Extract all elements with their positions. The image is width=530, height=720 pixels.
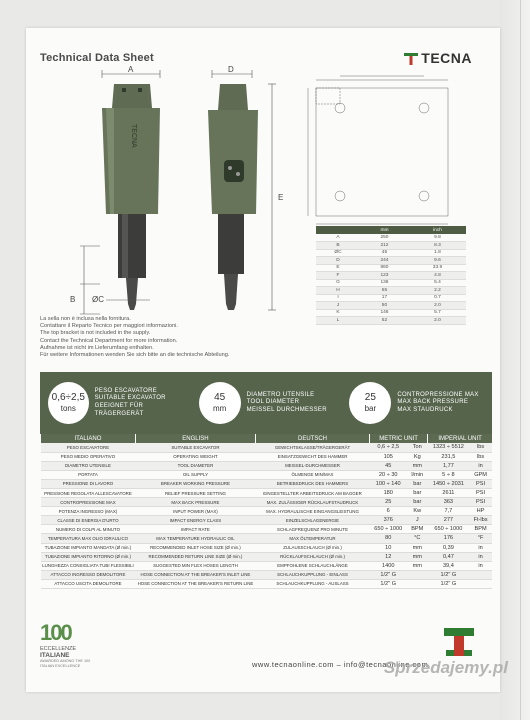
spec-cell: EMPFOHLENE SCHLAUCHLÄNGE [255, 561, 369, 570]
feature-line: MEISSEL DURCHMESSER [246, 406, 327, 413]
spec-cell: ATTACCO USCITA DEMOLITORE [41, 579, 136, 588]
spec-cell: mm [407, 561, 428, 570]
dims-cell: 33.9 [409, 264, 466, 272]
dims-cell: F [316, 272, 360, 280]
spec-cell: 25 [370, 498, 407, 507]
spec-row [41, 498, 493, 507]
badge-line3: AWARDED AMONG THE 100 ITALIAN EXCELLENCE [40, 659, 91, 668]
spec-cell: EINGESTELLTER ARBEITSDRUCK AM BAGGER [255, 488, 369, 497]
dims-cell: E [316, 264, 360, 272]
feature-line: DIAMETRO UTENSILE [246, 391, 315, 398]
spec-cell: HOSE CONNECTION AT THE BREAKER'S RETURN LINE [135, 579, 255, 588]
feature-line: PESO ESCAVATORE [94, 387, 158, 394]
spec-cell: 1/2" G [370, 579, 407, 588]
spec-cell: PRESSIONE REGOLATA ALLESCAVATORE [41, 488, 136, 497]
logo-text: TECNA [421, 50, 472, 66]
spec-cell: PORTATA [41, 470, 136, 479]
spec-header-english: ENGLISH [135, 434, 255, 443]
feature-unit: bar [364, 404, 377, 413]
dims-cell: 4.8 [409, 272, 466, 280]
spec-row [41, 488, 493, 497]
dims-cell: L [316, 317, 360, 325]
spec-cell: 10 [370, 543, 407, 552]
spec-cell: 1/2" G [370, 570, 407, 579]
spec-row [41, 534, 493, 543]
spec-header-german: DEUTSCH [255, 434, 369, 443]
dims-cell: D [316, 257, 360, 265]
dims-cell: 55 [360, 287, 409, 295]
badge-number: 100 [40, 620, 71, 645]
dim-label-e: E [278, 193, 284, 202]
spec-cell: RELIEF PRESSURE SETTING [135, 488, 255, 497]
spec-cell: TEMPERATURA MAX OLIO IDRAULICO [41, 534, 136, 543]
spec-cell: J [407, 516, 428, 525]
feature-value: 45 [214, 392, 226, 403]
spec-cell: 45 [370, 461, 407, 470]
spec-row [41, 543, 493, 552]
spec-cell: LUNGHEZZA CONSIGLIATA TUBI FLESSIBILI [41, 561, 136, 570]
feature-back-pressure [341, 382, 492, 424]
feature-tool-diameter [191, 382, 342, 424]
dims-cell: ØC [316, 249, 360, 257]
note-line: Für weitere Informationen wenden Sie sich bitte an die technische Abteilung. [40, 352, 230, 359]
spec-cell: 7,7 [428, 507, 469, 516]
spec-cell: BETRIEBSDRUCK DES HAMMERS [255, 479, 369, 488]
tecna-emblem-icon [442, 624, 476, 658]
feature-circle [48, 382, 89, 424]
dims-cell: 2.2 [409, 287, 466, 295]
spec-row [41, 461, 493, 470]
spec-cell: PRESSIONE DI LAVORO [41, 479, 136, 488]
spec-cell: in [469, 543, 492, 552]
dims-cell: K [316, 309, 360, 317]
feature-banner [40, 372, 492, 434]
spec-cell: HOSE CONNECTION AT THE BREAKER'S INLET LINE [135, 570, 255, 579]
spec-cell: 277 [428, 516, 469, 525]
spec-cell: bar [407, 488, 428, 497]
spec-row [41, 452, 493, 461]
spec-cell: SUITABLE EXCAVATOR [135, 443, 255, 452]
spec-cell: GPM [469, 470, 492, 479]
spec-cell: °F [469, 534, 492, 543]
right-edge-strip [500, 0, 530, 720]
spec-cell: 5 ÷ 8 [428, 470, 469, 479]
spec-cell: 176 [428, 534, 469, 543]
dim-label-a: A [128, 65, 134, 74]
spec-cell: mm [407, 552, 428, 561]
feature-unit: mm [213, 404, 227, 413]
spec-cell: TUBAZIONE IMPIANTO MANDATA (Ø min.) [41, 543, 136, 552]
spec-cell: MAX. HYDRAULISCHE EINGANGSLEISTUNG [255, 507, 369, 516]
spec-cell: lbs [469, 443, 492, 452]
dims-header-inch: inch [409, 226, 466, 234]
note-line: The top bracket is not included in the supply. [40, 330, 151, 337]
spec-cell: 376 [370, 516, 407, 525]
spec-cell: MAX BACK PRESSURE [135, 498, 255, 507]
dim-label-b: B [70, 295, 76, 304]
spec-cell: MEISSEL-DURCHMESSER [255, 461, 369, 470]
dims-cell: 136 [360, 279, 409, 287]
data-sheet-page [26, 28, 500, 692]
spec-cell: CLASSE DI ENERGIA D'URTO [41, 516, 136, 525]
feature-circle [199, 382, 241, 424]
spec-cell: OPERATING WEIGHT [135, 452, 255, 461]
feature-value: 0,6÷2,5 [51, 392, 85, 403]
dims-cell: 5.7 [409, 309, 466, 317]
spec-cell: Ft-lbs [469, 516, 492, 525]
dims-row [316, 279, 466, 287]
spec-cell: ZULAUSSCHLAUCH (Ø min.) [255, 543, 369, 552]
spec-cell: ÖLMENGE MIN/MAX [255, 470, 369, 479]
spec-cell: SUGGESTED MIN FLEX HOSES LENGTH [135, 561, 255, 570]
spec-cell: 363 [428, 498, 469, 507]
dims-cell: A [316, 234, 360, 242]
tecna-logo-icon [404, 52, 418, 64]
dims-row [316, 264, 466, 272]
dims-cell: 9.6 [409, 257, 466, 265]
feature-line: MAX STAUDRUCK [397, 406, 453, 413]
feature-unit: tons [60, 404, 76, 413]
spec-cell: PSI [469, 498, 492, 507]
spec-cell: lbs [469, 452, 492, 461]
feature-value: 25 [364, 392, 376, 403]
spec-header-imperial: IMPERIAL UNIT [428, 434, 492, 443]
spec-cell: TOOL DIAMETER [135, 461, 255, 470]
spec-cell: 6 [370, 507, 407, 516]
dims-cell: 123 [360, 272, 409, 280]
spec-cell: Kw [407, 507, 428, 516]
dims-row [316, 257, 466, 265]
dims-cell: 50 [360, 302, 409, 310]
spec-cell: 231,5 [428, 452, 469, 461]
spec-cell [469, 570, 492, 579]
specifications-table [40, 434, 492, 589]
spec-cell: Ton [407, 443, 428, 452]
spec-cell: in [469, 561, 492, 570]
spec-row [41, 470, 493, 479]
spec-cell: 20 ÷ 30 [370, 470, 407, 479]
spec-cell: HP [469, 507, 492, 516]
dims-cell: H [316, 287, 360, 295]
spec-cell: 1323 ÷ 5512 [428, 443, 469, 452]
dims-cell: 250 [360, 234, 409, 242]
spec-cell [469, 579, 492, 588]
spec-row [41, 552, 493, 561]
dims-cell: J [316, 302, 360, 310]
dims-header-label [316, 226, 360, 234]
dims-cell: 45 [360, 249, 409, 257]
spec-row [41, 479, 493, 488]
spec-cell: bar [407, 479, 428, 488]
dims-row [316, 317, 466, 325]
dims-cell: 146 [360, 309, 409, 317]
spec-cell: TUBAZIONE IMPIANTO RITORNO (Ø min.) [41, 552, 136, 561]
spec-row [41, 579, 493, 588]
footer-contact[interactable]: www.tecnaonline.com – info@tecnaonline.com [252, 660, 429, 669]
supply-notes [40, 316, 229, 359]
breaker-front-view [80, 70, 160, 314]
dims-cell: 9.8 [409, 234, 466, 242]
spec-cell: 650 ÷ 1000 [428, 525, 469, 534]
spec-cell: Kg [407, 452, 428, 461]
spec-cell: 0,47 [428, 552, 469, 561]
spec-row [41, 561, 493, 570]
spec-cell: EINSATZGEWICHT DES HAMMER [255, 452, 369, 461]
spec-cell: MAX TEMPERATURE HYDRAULIC OIL [135, 534, 255, 543]
badge-line1: ECCELLENZE [40, 646, 77, 652]
page-title: Technical Data Sheet [40, 52, 154, 64]
spec-cell [407, 570, 428, 579]
spec-cell: 39,4 [428, 561, 469, 570]
spec-cell: POTENZA INGRESSO (MAX) [41, 507, 136, 516]
spec-cell: 1/2" G [428, 579, 469, 588]
dims-cell: 8.3 [409, 242, 466, 250]
dims-cell: I [316, 294, 360, 302]
dims-row [316, 272, 466, 280]
spec-cell: 105 [370, 452, 407, 461]
spec-cell: 0,39 [428, 543, 469, 552]
note-line: Contattare il Reparto Tecnico per maggiori informazioni. [40, 323, 178, 330]
feature-line: TOOL DIAMETER [246, 399, 300, 406]
spec-cell: IMPACT RATE [135, 525, 255, 534]
spec-cell: MAX ÖLTEMPERATUR [255, 534, 369, 543]
spec-cell: ATTACCO INGRESSO DEMOLITORE [41, 570, 136, 579]
note-line: La sella non è inclusa nella fornitura. [40, 316, 131, 322]
note-line: Contact the Technical Department for more information. [40, 337, 178, 344]
spec-cell: OIL SUPPLY [135, 470, 255, 479]
dims-cell: G [316, 279, 360, 287]
spec-row [41, 525, 493, 534]
spec-cell: PSI [469, 488, 492, 497]
spec-cell: mm [407, 461, 428, 470]
spec-cell: IMPACT ENERGY CLASS [135, 516, 255, 525]
dims-cell: 0.7 [409, 294, 466, 302]
spec-cell [407, 579, 428, 588]
dims-row [316, 309, 466, 317]
spec-cell: bar [407, 498, 428, 507]
mount-plate-drawing [308, 76, 448, 224]
spec-cell: 1,77 [428, 461, 469, 470]
spec-cell: 2611 [428, 488, 469, 497]
spec-cell: in [469, 552, 492, 561]
spec-row [41, 443, 493, 452]
spec-header-italian: ITALIANO [41, 434, 136, 443]
dims-cell: 17 [360, 294, 409, 302]
spec-cell: DIAMETRO UTENSILE [41, 461, 136, 470]
feature-excavator [40, 382, 191, 424]
spec-header-metric: METRIC UNIT [370, 434, 428, 443]
spec-cell: NUMERO DI COLPI AL MINUTO [41, 525, 136, 534]
spec-cell: GEWICHTSKLASSE/TRÄGERGERÄT [255, 443, 369, 452]
spec-cell: PESO ESCAVATORE [41, 443, 136, 452]
spec-cell: EINZELSCHLAGENERGIE [255, 516, 369, 525]
dims-row [316, 302, 466, 310]
spec-cell: 650 ÷ 1000 [370, 525, 407, 534]
spec-cell: CONTROPRESSIONE MAX [41, 498, 136, 507]
spec-cell: 1400 [370, 561, 407, 570]
dimensions-table [316, 226, 466, 325]
dims-cell: 52 [360, 317, 409, 325]
dims-row [316, 287, 466, 295]
dims-cell: 2.0 [409, 317, 466, 325]
spec-cell: 12 [370, 552, 407, 561]
spec-row [41, 507, 493, 516]
spec-cell: SCHLAUCHKUPPLUNG - EINLASS [255, 570, 369, 579]
spec-cell: RECOMMENDED RETURN LINE SIZE (Ø min.) [135, 552, 255, 561]
spec-cell: RÜCKLAUFSCHLAUCH (Ø min.) [255, 552, 369, 561]
feature-line: CONTROPRESSIONE MAX [397, 391, 479, 398]
svg-text:TECNA: TECNA [130, 124, 137, 148]
dim-label-c: ØC [92, 295, 104, 304]
watermark-text: Sprzedajemy.pl [383, 658, 508, 677]
spec-cell: BPM [407, 525, 428, 534]
spec-cell: SCHLAUCHKUPPLUNG - AUSLASS [255, 579, 369, 588]
spec-cell: BPM [469, 525, 492, 534]
spec-cell: MAX. ZULÄSSIGER RÜCKLAUFSTAUDRUCK [255, 498, 369, 507]
spec-cell: l/min [407, 470, 428, 479]
feature-circle [349, 382, 391, 424]
spec-cell: °C [407, 534, 428, 543]
spec-cell: PSI [469, 479, 492, 488]
spec-cell: SCHLAGFREQUENZ PRO MINUTE [255, 525, 369, 534]
dims-row [316, 294, 466, 302]
spec-cell: 1450 ÷ 2031 [428, 479, 469, 488]
dims-row [316, 249, 466, 257]
spec-cell: PESO MEDIO OPERATIVO [41, 452, 136, 461]
dims-cell: 860 [360, 264, 409, 272]
spec-row [41, 570, 493, 579]
spec-cell: 80 [370, 534, 407, 543]
dims-cell: 212 [360, 242, 409, 250]
badge-line2: ITALIANE [40, 652, 70, 659]
dims-row [316, 234, 466, 242]
spec-cell: BREAKER WORKING PRESSURE [135, 479, 255, 488]
spec-cell: 0,6 ÷ 2,5 [370, 443, 407, 452]
spec-cell: mm [407, 543, 428, 552]
spec-row [41, 516, 493, 525]
excellence-badge [40, 620, 104, 686]
note-line: Aufnahme ist nicht im Lieferumfang enthalten. [40, 344, 154, 351]
feature-line: MAX BACK PRESSURE [397, 399, 469, 406]
breaker-side-view [208, 70, 276, 310]
dim-label-d: D [228, 65, 234, 74]
spec-cell: INPUT POWER (MAX) [135, 507, 255, 516]
feature-line: SUITABLE EXCAVATOR [94, 395, 166, 402]
dims-header-mm: mm [360, 226, 409, 234]
spec-cell: 1/2" G [428, 570, 469, 579]
dims-cell: 5.4 [409, 279, 466, 287]
dims-row [316, 242, 466, 250]
spec-cell: RECOMMENDED INLET HOSE SIZE (Ø min.) [135, 543, 255, 552]
spec-cell: in [469, 461, 492, 470]
spec-cell: 100 ÷ 140 [370, 479, 407, 488]
dims-cell: B [316, 242, 360, 250]
dims-cell: 1.8 [409, 249, 466, 257]
feature-line: GEEIGNET FÜR TRÄGERGERÄT [94, 403, 144, 417]
spec-cell: 180 [370, 488, 407, 497]
dims-cell: 2.0 [409, 302, 466, 310]
dims-cell: 244 [360, 257, 409, 265]
